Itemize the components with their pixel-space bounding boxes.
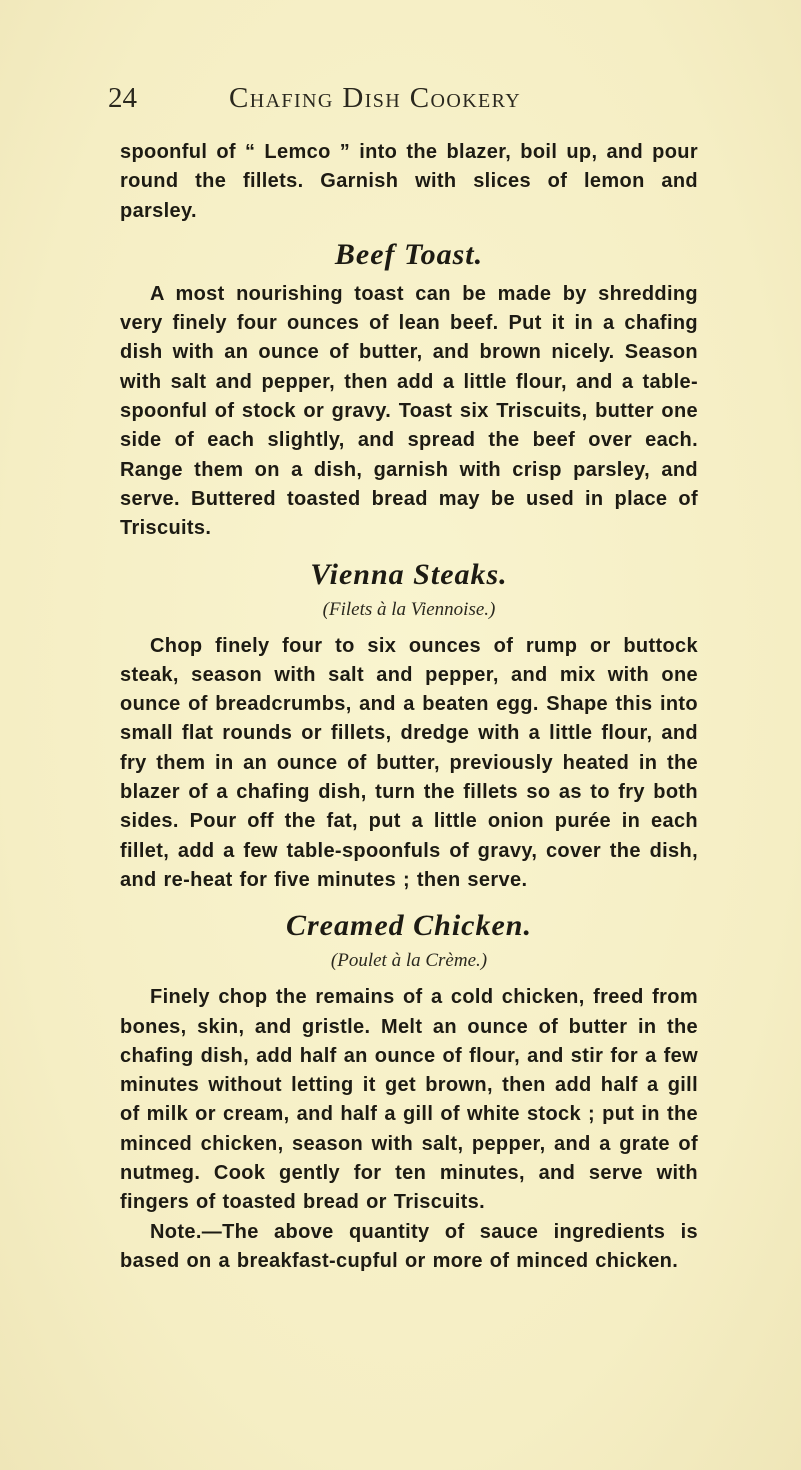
recipe-note-creamed-chicken: Note.—The above quantity of sauce ingredients is based on a breakfast-cupful or more of minced chicken. — [120, 1220, 698, 1272]
recipe-title-beef-toast: Beef Toast. — [334, 237, 484, 271]
running-head — [108, 82, 728, 122]
recipe-body-beef-toast: A most nourishing toast can be made by shredding very finely four ounces of lean beef. Put it in a chafing dish with an ounce of butter, and brown nicely. Season with salt and pepper, then add a little flour, and a table-spoonful of stock or gravy. Toast six Triscuits, butter one side of each slightly, and spread the beef over each. Range them on a dish, garnish with crisp parsley, and serve. Buttered toasted bread may be used in place of Triscuits. — [120, 282, 698, 540]
recipe-subtitle-creamed-chicken: (Poulet à la Crème.) — [330, 950, 488, 972]
recipe-subtitle-vienna-steaks: (Filets à la Viennoise.) — [322, 598, 496, 620]
page-number: 24 — [108, 82, 137, 114]
recipe-body-vienna-steaks: Chop finely four to six ounces of rump or buttock steak, season with salt and pepper, and mix with one ounce of breadcrumbs, and a beaten egg. Shape this into small flat rounds or fillets, dredge with a little flour, and fry them in an ounce of butter, previously heated in the blazer of a chafing dish, turn the fillets so as to fry both sides. Pour off the fat, put a little onion purée in each fillet, add a few table-spoonfuls of gravy, cover the dish, and re-heat for five minutes ; then serve. — [120, 634, 698, 891]
page-content — [120, 138, 698, 1276]
recipe-body-creamed-chicken: Finely chop the remains of a cold chicken, freed from bones, skin, and gristle. Melt an ounce of butter in the chafing dish, add half an ounce of flour, and stir for a few minutes without letting it get brown, then add half a gill of milk or cream, and half a gill of white stock ; put in the minced chicken, season with salt, pepper, and a grate of nutmeg. Cook gently for ten minutes, and serve with fingers of toasted bread or Triscuits. — [120, 986, 698, 1214]
book-title: Chafing Dish Cookery — [229, 82, 522, 114]
intro-paragraph: spoonful of “ Lemco ” into the blazer, boil up, and pour round the fillets. Garnish with slices of lemon and parsley. — [120, 141, 698, 222]
recipe-title-vienna-steaks: Vienna Steaks. — [310, 557, 508, 591]
recipe-title-creamed-chicken: Creamed Chicken. — [286, 909, 532, 943]
